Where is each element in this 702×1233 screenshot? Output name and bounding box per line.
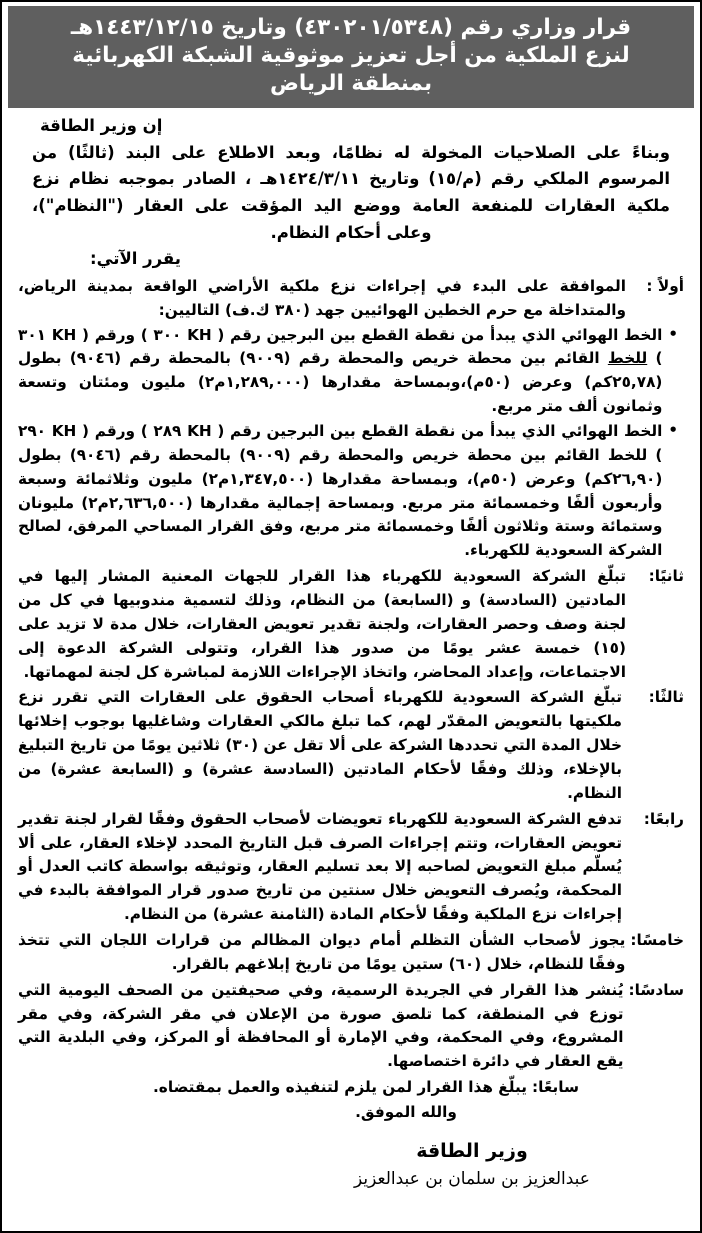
clause-label-fourth: رابعًا: bbox=[643, 809, 684, 828]
bullet-dot-icon: • bbox=[668, 324, 678, 343]
signature-name: عبدالعزيز بن سلمان بن عبدالعزيز bbox=[354, 1169, 590, 1190]
clause-text-sixth: يُنشر هذا القرار في الجريدة الرسمية، وفي صحيفتين من الصحف اليومية التي توزع في المنطقة، كما تلصق صورة من الإعلان في مقر الشركة، وفي مقر المشروع، وفي المحكمة، وفي الإمارة أو المحافظة أو المركز، وفي البلدية التي يقع العقار في دائرة اختصاصها. bbox=[18, 980, 624, 1071]
signature-block bbox=[322, 1137, 684, 1193]
clause-row-seventh bbox=[18, 1076, 684, 1100]
bullet-dot-icon: • bbox=[668, 420, 678, 439]
issuing-authority-title: إن وزير الطاقة bbox=[40, 115, 163, 135]
powerline-1-part2: القائم بين محطة خريص والمحطة رقم (٩٠٠٩) بالمحطة رقم (٩٠٤٦) بطول (٢٥,٧٨كم) وعرض (٥٠م)،وبمساحة مقدارها (١,٢٨٩,٠٠٠م٢) مليون ومئتان وتسعة وثمانون ألف متر مربع. bbox=[18, 349, 663, 416]
clause-row-sixth bbox=[18, 979, 684, 1074]
powerline-description-2: الخط الهوائي الذي يبدأ من نقطة القطع بين البرجين رقم ( KH ٢٨٩ ) ورقم ( KH ٢٩٠ ) للخط القائم بين محطة خريص والمحطة رقم (٩٠٠٩) بالمحطة رقم (٩٠٤٦) بطول (٢٦,٩٠كم) وعرض (٥٠م)، وبمساحة مقدارها (١,٣٤٧,٥٠٠م٢) مليون وثلاثمائة وسبعة وأربعون ألفًا وخمسمائة متر مربع. وبمساحة إجمالية مقدارها (٢,٦٣٦,٥٠٠م٢) مليونان وستمائة وستة وثلاثون ألفًا وخمسمائة متر مربع، وفق القرار المساحي المرفق، لصالح الشركة السعودية للكهرباء. bbox=[18, 421, 663, 560]
decree-region-line: بمنطقة الرياض bbox=[269, 70, 433, 96]
decree-number-date-line: قرار وزاري رقم (٤٣٠٢٠١/٥٣٤٨) وتاريخ ١٤٤٣/١٢/١٥هـ bbox=[70, 15, 632, 40]
closing-blessing: والله الموفق. bbox=[355, 1103, 457, 1122]
clause-row-second bbox=[18, 565, 684, 684]
clause-row-fifth bbox=[18, 929, 684, 977]
page-inner bbox=[2, 2, 700, 1231]
list-item bbox=[18, 420, 684, 563]
powerline-1-underlined: للخط bbox=[607, 349, 648, 368]
clause-text-fifth: يجوز لأصحاب الشأن التظلم أمام ديوان المظالم من قرارات اللجان التي تتخذ وفقًا للنظام، خلال (٦٠) ستين يومًا من تاريخ إبلاغهم بالقرار. bbox=[18, 931, 626, 973]
powerline-1-part1: الخط الهوائي الذي يبدأ من نقطة القطع بين البرجين رقم ( KH ٣٠٠ ) ورقم ( KH ٣٠١ ) bbox=[18, 325, 663, 368]
clause-row-fourth bbox=[18, 808, 684, 927]
preamble-paragraph: وبناءً على الصلاحيات المخولة له نظامًا، وبعد الاطلاع على البند (ثالثًا) من المرسوم الملكي رقم (م/١٥) وتاريخ ١٤٢٤/٣/١١هـ ، الصادر بموجبه نظام نزع ملكية العقارات للمنفعة العامة ووضع اليد المؤقت على العقار ("النظام")، وعلى أحكام النظام. bbox=[32, 142, 671, 242]
clause-label-second: ثانيًا: bbox=[648, 567, 684, 586]
clause-label-third: ثالثًا: bbox=[648, 688, 684, 707]
signature-title: وزير الطاقة bbox=[416, 1139, 528, 1162]
decree-header-band bbox=[8, 6, 694, 108]
clause-text-seventh: يبلّغ هذا القرار لمن يلزم لتنفيذه والعمل بمقتضاه. bbox=[152, 1078, 527, 1097]
decree-subject-line: لنزع الملكية من أجل تعزيز موثوقية الشبكة الكهربائية bbox=[72, 42, 630, 68]
clause-text-third: تبلّغ الشركة السعودية للكهرباء أصحاب الحقوق على العقارات التي تقرر نزع ملكيتها بالتعويض المقدّر لهم، كما تبلغ مالكي العقارات وشاغليها بوجوب إخلائها خلال المدة التي تحددها الشركة على ألا تقل عن (٣٠) ثلاثين يومًا من تاريخ التبليغ بالإخلاء، وذلك وفقًا لأحكام المادتين (السادسة عشرة) و (السابعة عشرة) من النظام. bbox=[18, 688, 622, 802]
clause-label-seventh: سابعًا: bbox=[531, 1078, 580, 1097]
clause-text-first: الموافقة على البدء في إجراءات نزع ملكية الأراضي الواقعة بمدينة الرياض، والمتداخلة مع حرم الخطين الهوائيين جهد (٣٨٠ ك.ف) التاليين: bbox=[18, 276, 626, 319]
clause-text-fourth: تدفع الشركة السعودية للكهرباء تعويضات لأصحاب الحقوق وفقًا لقرار لجنة تقدير تعويض العقارات، وتتم إجراءات الصرف قبل التاريخ المحدد لإخلاء العقار، على ألا يُسلّم مبلغ التعويض لصاحبه إلا بعد تسليم العقار، وتوثيقه بواسطة كاتب العدل أو المحكمة، ويُصرف التعويض خلال سنتين من تاريخ صدور قرار الموافقة بالبدء في إجراءات نزع الملكية وفقًا لأحكام المادة (الثامنة عشرة) من النظام. bbox=[18, 809, 622, 924]
list-item bbox=[18, 324, 684, 419]
clause-label-first: أولاً : bbox=[646, 276, 684, 295]
clause-row-first bbox=[18, 275, 684, 323]
clause-text-second: تبلّغ الشركة السعودية للكهرباء هذا القرار للجهات المعنية المشار إليها في المادتين (السادسة) و (السابعة) من النظام، وذلك لتسمية مندوبيها في كل من لجنة وصف وحصر العقارات، ولجنة تقدير تعويض العقارات، خلال مدة لا تزيد على (١٥) خمسة عشر يومًا من صدور هذا القرار، وتتولى الشركة الدعوة إلى الاجتماعات، وإعداد المحاضر، واتخاذ الإجراءات اللازمة لمباشرة كل لجنة لمهماتها. bbox=[18, 567, 626, 681]
clause-label-sixth: سادسًا: bbox=[628, 980, 684, 999]
decree-body bbox=[8, 108, 694, 1193]
clause-row-third bbox=[18, 686, 684, 805]
clause-label-fifth: خامسًا: bbox=[630, 931, 684, 950]
powerline-description-1 bbox=[18, 324, 662, 419]
decides-label: يقرر الآتي: bbox=[90, 249, 182, 269]
